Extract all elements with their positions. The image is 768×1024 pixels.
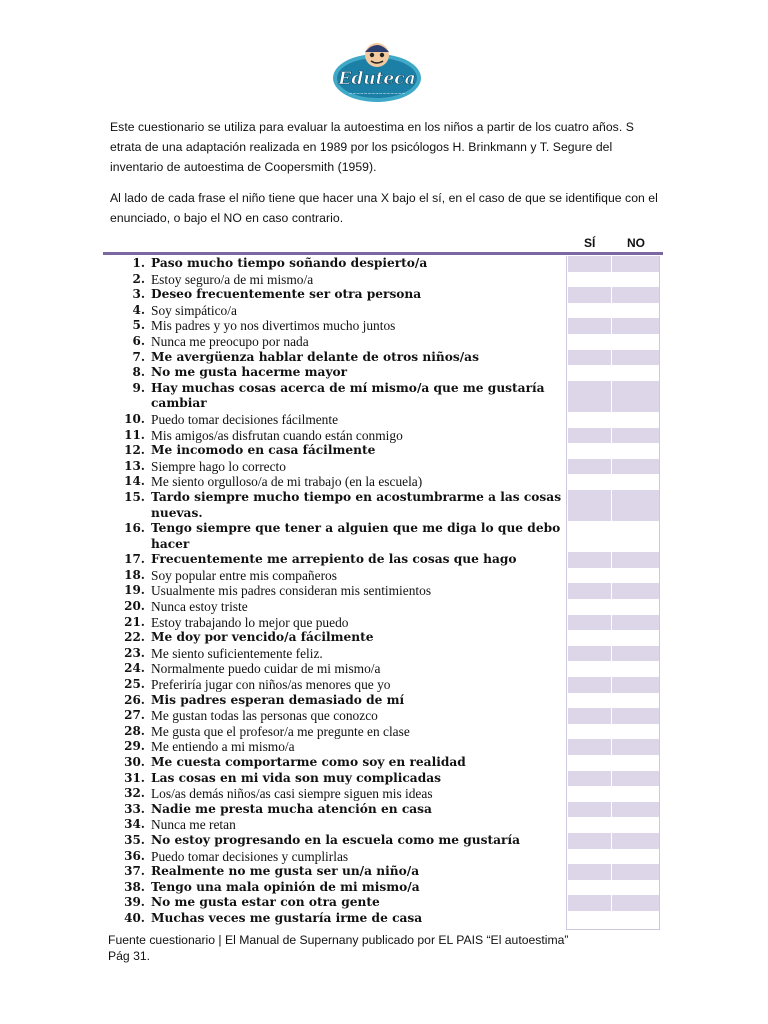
question-row <box>103 724 660 740</box>
question-number: 22. <box>124 630 145 645</box>
question-text: Puedo tomar decisiones fácilmente <box>151 411 339 427</box>
answer-cell-no[interactable] <box>612 521 660 552</box>
question-row <box>103 817 660 833</box>
answer-cell-si[interactable] <box>568 661 612 677</box>
answer-cell-no[interactable] <box>612 661 660 677</box>
answer-cell-si[interactable] <box>568 428 612 444</box>
answer-cell-si[interactable] <box>568 693 612 709</box>
question-text: Siempre hago lo correcto <box>151 458 286 474</box>
question-row <box>103 615 660 631</box>
answer-cell-no[interactable] <box>612 677 660 693</box>
question-number: 32. <box>124 786 145 801</box>
question-text: Las cosas en mi vida son muy complicadas <box>151 770 441 785</box>
question-text: Muchas veces me gustaría irme de casa <box>151 910 423 925</box>
answer-cell-no[interactable] <box>612 272 660 288</box>
answer-cell-si[interactable] <box>568 272 612 288</box>
question-number: 23. <box>124 645 145 660</box>
questionnaire-list <box>103 256 660 927</box>
answer-cell-si[interactable] <box>568 630 612 646</box>
question-row <box>103 272 660 288</box>
answer-cell-no[interactable] <box>612 802 660 818</box>
answer-cell-no[interactable] <box>612 287 660 303</box>
answer-cell-no[interactable] <box>612 459 660 475</box>
question-text: Deseo frecuentemente ser otra persona <box>151 287 422 302</box>
answer-cell-si[interactable] <box>568 849 612 865</box>
answer-cell-no[interactable] <box>612 708 660 724</box>
question-row <box>103 646 660 662</box>
question-row <box>103 755 660 771</box>
answer-cell-no[interactable] <box>612 771 660 787</box>
question-number: 34. <box>124 817 145 832</box>
question-number: 20. <box>124 599 145 614</box>
question-row <box>103 630 660 646</box>
question-row <box>103 568 660 584</box>
answer-cell-si[interactable] <box>568 786 612 802</box>
question-number: 27. <box>124 708 145 723</box>
question-number: 31. <box>124 770 145 785</box>
question-text: Hay muchas cosas acerca de mí mismo/a que me gustaría cambiar <box>151 380 545 411</box>
question-number: 11. <box>124 427 145 442</box>
answer-cell-si[interactable] <box>568 833 612 849</box>
question-row <box>103 880 660 896</box>
answer-cell-no[interactable] <box>612 755 660 771</box>
answer-cell-no[interactable] <box>612 849 660 865</box>
question-text: Paso mucho tiempo soñando despierto/a <box>151 256 428 270</box>
answer-cell-no[interactable] <box>612 911 660 927</box>
question-row <box>103 521 660 552</box>
eduteca-logo <box>331 40 423 104</box>
answer-cell-si[interactable] <box>568 490 612 521</box>
question-text: Me incomodo en casa fácilmente <box>151 443 376 458</box>
question-text: No me gusta hacerme mayor <box>151 365 348 380</box>
footer <box>108 932 668 964</box>
question-row <box>103 350 660 366</box>
header-divider <box>103 252 663 255</box>
answer-cell-si[interactable] <box>568 755 612 771</box>
answer-cell-si[interactable] <box>568 334 612 350</box>
answer-cell-si[interactable] <box>568 474 612 490</box>
footer-source: Fuente cuestionario | El Manual de Supernany publicado por EL PAIS “El autoestima” <box>108 933 569 947</box>
question-row <box>103 490 660 521</box>
answer-cell-no[interactable] <box>612 381 660 412</box>
answer-cell-si[interactable] <box>568 615 612 631</box>
question-row <box>103 287 660 303</box>
question-number: 16. <box>124 521 145 536</box>
question-text: Me siento orgulloso/a de mi trabajo (en la escuela) <box>151 474 423 490</box>
question-row <box>103 786 660 802</box>
question-text: Mis amigos/as disfrutan cuando están conmigo <box>151 427 403 443</box>
answer-cell-no[interactable] <box>612 256 660 272</box>
question-row <box>103 661 660 677</box>
intro-paragraph-1: Este cuestionario se utiliza para evaluar la autoestima en los niños a partir de los cuatro años. S etrata de una adaptación realizada en 1989 por los psicólogos H. Brinkmann y T. Segure del inventario de autoestima de Coopersmith (1959). <box>110 120 634 174</box>
question-row <box>103 256 660 272</box>
question-number: 7. <box>132 349 145 364</box>
answer-cell-si[interactable] <box>568 350 612 366</box>
question-row <box>103 303 660 319</box>
question-number: 38. <box>124 879 145 894</box>
answer-cell-si[interactable] <box>568 459 612 475</box>
question-row <box>103 583 660 599</box>
question-text: Usualmente mis padres consideran mis sentimientos <box>151 583 432 599</box>
question-text: No me gusta estar con otra gente <box>151 895 380 910</box>
question-text: Nunca me preocupo por nada <box>151 333 309 349</box>
question-row <box>103 771 660 787</box>
question-number: 1. <box>132 256 145 270</box>
question-number: 3. <box>132 287 145 302</box>
question-text: Tengo una mala opinión de mi mismo/a <box>151 879 420 894</box>
answer-cell-si[interactable] <box>568 677 612 693</box>
column-header-si: SÍ <box>584 236 596 250</box>
answer-cell-si[interactable] <box>568 443 612 459</box>
answer-cell-no[interactable] <box>612 428 660 444</box>
question-row <box>103 864 660 880</box>
question-text: Me gustan todas las personas que conozco <box>151 708 378 724</box>
answer-cell-no[interactable] <box>612 365 660 381</box>
answer-cell-no[interactable] <box>612 490 660 521</box>
answer-cell-si[interactable] <box>568 646 612 662</box>
question-number: 4. <box>132 302 145 317</box>
answer-cell-si[interactable] <box>568 552 612 568</box>
answer-cell-si[interactable] <box>568 381 612 412</box>
question-number: 30. <box>124 755 145 769</box>
answer-cell-si[interactable] <box>568 412 612 428</box>
question-row <box>103 802 660 818</box>
question-text: Me gusta que el profesor/a me pregunte en clase <box>151 723 410 739</box>
question-row <box>103 318 660 334</box>
answer-cell-no[interactable] <box>612 739 660 755</box>
question-row <box>103 739 660 755</box>
question-text: Los/as demás niños/as casi siempre siguen mis ideas <box>151 786 433 802</box>
svg-text:Eduteca: Eduteca <box>338 69 416 89</box>
answer-cell-no[interactable] <box>612 583 660 599</box>
question-row <box>103 693 660 709</box>
question-number: 21. <box>124 614 145 629</box>
question-number: 26. <box>124 692 145 707</box>
question-text: Me entiendo a mi mismo/a <box>151 739 295 755</box>
question-number: 40. <box>124 910 145 925</box>
answer-cell-no[interactable] <box>612 303 660 319</box>
question-text: Soy simpático/a <box>151 302 237 318</box>
question-row <box>103 849 660 865</box>
question-text: Me siento suficientemente feliz. <box>151 645 323 661</box>
intro-text <box>110 117 658 239</box>
question-text: Frecuentemente me arrepiento de las cosas que hago <box>151 552 517 567</box>
question-number: 6. <box>132 333 145 348</box>
question-text: Me cuesta comportarme como soy en realidad <box>151 755 466 769</box>
question-number: 10. <box>124 411 145 426</box>
question-text: Me doy por vencido/a fácilmente <box>151 630 374 645</box>
answer-cell-no[interactable] <box>612 630 660 646</box>
answer-cell-no[interactable] <box>612 615 660 631</box>
answer-cell-si[interactable] <box>568 365 612 381</box>
answer-cell-si[interactable] <box>568 303 612 319</box>
question-text: Tengo siempre que tener a alguien que me diga lo que debo hacer <box>151 521 561 551</box>
question-number: 37. <box>124 864 145 879</box>
answer-cell-no[interactable] <box>612 443 660 459</box>
answer-cell-no[interactable] <box>612 724 660 740</box>
question-number: 39. <box>124 895 145 910</box>
question-number: 33. <box>124 801 145 816</box>
answer-cell-si[interactable] <box>568 318 612 334</box>
question-row <box>103 911 660 927</box>
answer-cell-si[interactable] <box>568 895 612 911</box>
question-row <box>103 365 660 381</box>
svg-text:~~~~~~~~~~~~~~~: ~~~~~~~~~~~~~~~ <box>348 92 406 97</box>
answer-cell-no[interactable] <box>612 599 660 615</box>
answer-cell-si[interactable] <box>568 802 612 818</box>
question-text: Puedo tomar decisiones y cumplirlas <box>151 848 349 864</box>
answer-cell-si[interactable] <box>568 287 612 303</box>
answer-cell-no[interactable] <box>612 350 660 366</box>
answer-cell-si[interactable] <box>568 880 612 896</box>
answer-cell-no[interactable] <box>612 786 660 802</box>
question-number: 2. <box>132 271 145 286</box>
answer-cell-si[interactable] <box>568 256 612 272</box>
question-text: Me avergüenza hablar delante de otros niños/as <box>151 349 479 364</box>
question-text: Preferiría jugar con niños/as menores que yo <box>151 677 391 693</box>
question-text: Soy popular entre mis compañeros <box>151 567 337 583</box>
question-text: Nunca estoy triste <box>151 599 248 615</box>
answer-cell-si[interactable] <box>568 817 612 833</box>
answer-cell-no[interactable] <box>612 474 660 490</box>
question-row <box>103 334 660 350</box>
question-number: 25. <box>124 677 145 692</box>
question-number: 24. <box>124 661 145 676</box>
answer-cell-si[interactable] <box>568 599 612 615</box>
question-text: Estoy seguro/a de mi mismo/a <box>151 271 314 287</box>
answer-cell-no[interactable] <box>612 646 660 662</box>
intro-paragraph-2: Al lado de cada frase el niño tiene que hacer una X bajo el sí, en el caso de que se identifique con el enunciado, o bajo el NO en caso contrario. <box>110 191 658 225</box>
answer-cell-si[interactable] <box>568 771 612 787</box>
question-text: Nunca me retan <box>151 817 236 833</box>
question-row <box>103 677 660 693</box>
answer-cell-no[interactable] <box>612 334 660 350</box>
answer-cell-no[interactable] <box>612 880 660 896</box>
question-number: 8. <box>132 365 145 380</box>
answer-cell-si[interactable] <box>568 739 612 755</box>
question-text: Tardo siempre mucho tiempo en acostumbrarme a las cosas nuevas. <box>151 489 562 520</box>
question-number: 29. <box>124 739 145 754</box>
column-header-no: NO <box>627 236 645 250</box>
answer-cell-no[interactable] <box>612 864 660 880</box>
question-row <box>103 474 660 490</box>
question-number: 36. <box>124 848 145 863</box>
question-row <box>103 459 660 475</box>
question-number: 18. <box>124 567 145 582</box>
question-row <box>103 599 660 615</box>
answer-cell-no[interactable] <box>612 568 660 584</box>
question-number: 35. <box>124 832 145 847</box>
question-number: 5. <box>132 318 145 333</box>
question-row <box>103 428 660 444</box>
answer-cell-no[interactable] <box>612 895 660 911</box>
answer-cell-si[interactable] <box>568 911 612 927</box>
answer-cell-no[interactable] <box>612 412 660 428</box>
question-text: Estoy trabajando lo mejor que puedo <box>151 614 349 630</box>
question-row <box>103 412 660 428</box>
question-row <box>103 895 660 911</box>
question-text: Normalmente puedo cuidar de mi mismo/a <box>151 661 381 677</box>
answer-cell-si[interactable] <box>568 864 612 880</box>
question-row <box>103 381 660 412</box>
footer-page: Pág 31. <box>108 949 151 963</box>
question-text: Mis padres esperan demasiado de mí <box>151 692 405 707</box>
question-number: 17. <box>124 552 145 567</box>
answer-cell-no[interactable] <box>612 833 660 849</box>
question-number: 9. <box>132 380 145 395</box>
question-number: 12. <box>124 443 145 458</box>
answer-cell-si[interactable] <box>568 724 612 740</box>
question-row <box>103 443 660 459</box>
question-number: 19. <box>124 583 145 598</box>
question-text: Mis padres y yo nos divertimos mucho juntos <box>151 318 396 334</box>
answer-cell-no[interactable] <box>612 693 660 709</box>
question-number: 28. <box>124 723 145 738</box>
answer-cell-si[interactable] <box>568 708 612 724</box>
answer-cell-no[interactable] <box>612 318 660 334</box>
question-number: 13. <box>124 458 145 473</box>
question-text: Realmente no me gusta ser un/a niño/a <box>151 864 420 879</box>
answer-cell-si[interactable] <box>568 521 612 552</box>
question-number: 14. <box>124 474 145 489</box>
question-text: No estoy progresando en la escuela como me gustaría <box>151 832 520 847</box>
answer-cell-si[interactable] <box>568 583 612 599</box>
answer-cell-si[interactable] <box>568 568 612 584</box>
answer-cell-no[interactable] <box>612 817 660 833</box>
question-text: Nadie me presta mucha atención en casa <box>151 801 432 816</box>
answer-cell-no[interactable] <box>612 552 660 568</box>
question-row <box>103 708 660 724</box>
question-row <box>103 833 660 849</box>
question-row <box>103 552 660 568</box>
question-number: 15. <box>124 489 145 504</box>
